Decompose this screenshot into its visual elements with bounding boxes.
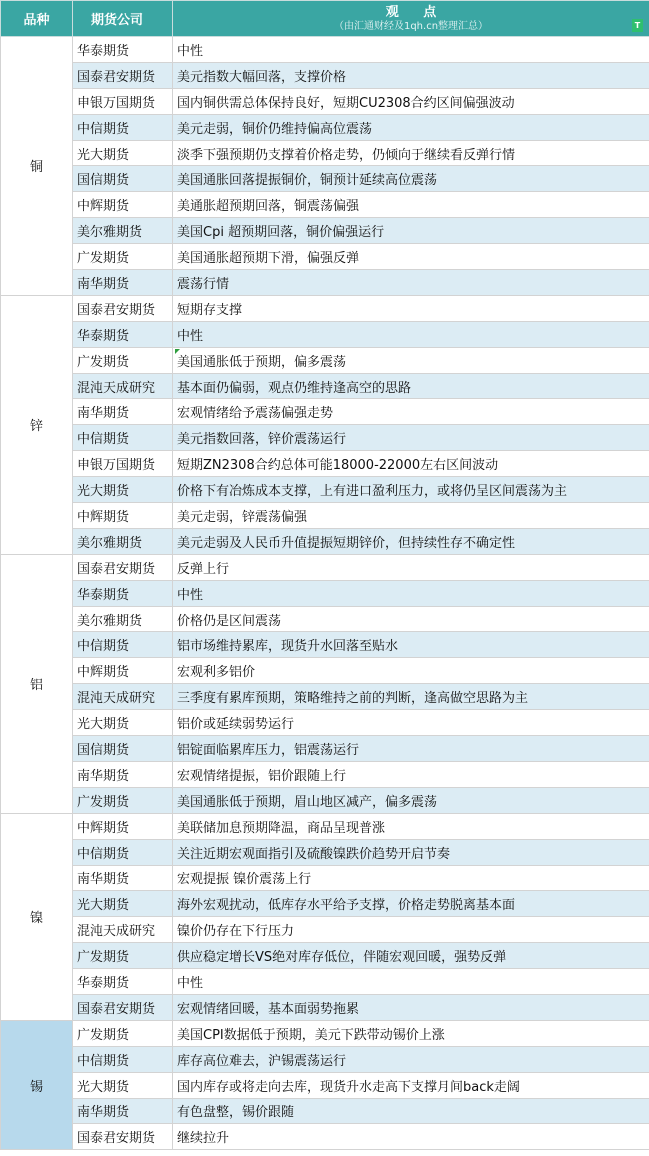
firm-cell: 南华期货 — [73, 270, 173, 296]
view-cell — [173, 166, 649, 192]
view-cell — [173, 1098, 649, 1124]
commodity-cell: 镍 — [1, 813, 73, 1020]
view-cell — [173, 813, 649, 839]
firm-cell: 中信期货 — [73, 839, 173, 865]
table-row — [1, 295, 649, 321]
firm-cell: 南华期货 — [73, 1098, 173, 1124]
firm-cell: 申银万国期货 — [73, 451, 173, 477]
view-text: 宏观利多铝价 — [177, 665, 256, 681]
firm-cell: 光大期货 — [73, 477, 173, 503]
view-text: 美国通胀回落提振铜价，铜预计延续高位震荡 — [177, 173, 438, 189]
firm-cell: 华泰期货 — [73, 321, 173, 347]
view-cell — [173, 477, 649, 503]
view-text: 震荡行情 — [177, 276, 230, 292]
view-cell — [173, 554, 649, 580]
firm-cell: 国信期货 — [73, 736, 173, 762]
table-row — [1, 1020, 649, 1046]
view-text: 中性 — [177, 328, 204, 344]
commodity-cell: 锡 — [1, 1020, 73, 1149]
header-view — [173, 1, 649, 37]
view-cell — [173, 580, 649, 606]
commodity-cell: 锌 — [1, 295, 73, 554]
table-row — [1, 658, 649, 684]
table-row — [1, 865, 649, 891]
firm-cell: 国泰君安期货 — [73, 994, 173, 1020]
table-row — [1, 1072, 649, 1098]
table-row — [1, 580, 649, 606]
view-text: 宏观情绪回暖，基本面弱势拖累 — [177, 1001, 360, 1017]
table-row — [1, 554, 649, 580]
view-text: 中性 — [177, 976, 204, 991]
firm-cell: 国泰君安期货 — [73, 554, 173, 580]
view-text: 铝价或延续弱势运行 — [177, 717, 295, 733]
table-row — [1, 192, 649, 218]
view-cell — [173, 787, 649, 813]
view-cell — [173, 451, 649, 477]
table-row — [1, 969, 649, 995]
view-cell — [173, 761, 649, 787]
view-text: 美通胀超预期回落，铜震荡偏强 — [177, 199, 360, 215]
view-cell — [173, 606, 649, 632]
table-row — [1, 399, 649, 425]
view-cell — [173, 710, 649, 736]
firm-cell: 中辉期货 — [73, 192, 173, 218]
view-text: 美元指数回落，锌价震荡运行 — [177, 432, 347, 448]
view-cell — [173, 192, 649, 218]
view-text: 美元走弱，锌震荡偏强 — [177, 509, 308, 525]
view-cell — [173, 37, 649, 63]
table-row — [1, 891, 649, 917]
view-text: 美元指数大幅回落，支撑价格 — [177, 69, 347, 85]
table-row — [1, 166, 649, 192]
firm-cell: 中信期货 — [73, 1046, 173, 1072]
view-text: 美元走弱，铜价仍维持偏高位震荡 — [177, 121, 373, 137]
table-row — [1, 270, 649, 296]
view-cell — [173, 270, 649, 296]
table-row — [1, 839, 649, 865]
commodity-cell: 铝 — [1, 554, 73, 813]
view-text: 中性 — [177, 43, 204, 59]
header-view-title: 观 点 — [385, 4, 447, 20]
firm-cell: 申银万国期货 — [73, 88, 173, 114]
table-row — [1, 321, 649, 347]
firm-cell: 国泰君安期货 — [73, 1124, 173, 1150]
firm-cell: 广发期货 — [73, 787, 173, 813]
table-body — [1, 37, 649, 1150]
cell-comment-icon — [175, 349, 180, 354]
view-text: 继续拉升 — [177, 1131, 230, 1147]
table-row — [1, 684, 649, 710]
table-row — [1, 244, 649, 270]
view-cell — [173, 1046, 649, 1072]
view-cell — [173, 503, 649, 529]
view-cell — [173, 891, 649, 917]
table-row — [1, 503, 649, 529]
view-cell — [173, 969, 649, 995]
view-text: 关注近期宏观面指引及硫酸镍跌价趋势开启节奏 — [177, 846, 451, 862]
view-text: 铝锭面临累库压力，铝震荡运行 — [177, 742, 360, 758]
view-text: 美国通胀低于预期，偏多震荡 — [177, 354, 347, 370]
view-text: 宏观情绪给予震荡偏强走势 — [177, 406, 334, 422]
header-view-subtitle: （由汇通财经及1qh.cn整理汇总） — [333, 20, 489, 32]
view-cell — [173, 62, 649, 88]
table-row — [1, 736, 649, 762]
view-text: 镍价仍存在下行压力 — [177, 924, 295, 940]
view-text: 美国通胀低于预期，眉山地区减产，偏多震荡 — [177, 794, 438, 810]
view-cell — [173, 218, 649, 244]
firm-cell: 广发期货 — [73, 244, 173, 270]
view-text: 库存高位难去，沪锡震荡运行 — [177, 1053, 347, 1069]
firm-cell: 南华期货 — [73, 399, 173, 425]
firm-cell: 广发期货 — [73, 347, 173, 373]
corner-mark-icon: T — [632, 19, 643, 32]
view-text: 美国通胀超预期下滑，偏强反弹 — [177, 251, 360, 267]
table-row — [1, 994, 649, 1020]
view-cell — [173, 917, 649, 943]
view-cell — [173, 994, 649, 1020]
table-row — [1, 632, 649, 658]
firm-cell: 中信期货 — [73, 632, 173, 658]
firm-cell: 混沌天成研究 — [73, 684, 173, 710]
firm-cell: 国信期货 — [73, 166, 173, 192]
view-cell — [173, 684, 649, 710]
view-text: 短期存支撑 — [177, 302, 243, 318]
view-cell — [173, 347, 649, 373]
commodity-cell: 铜 — [1, 37, 73, 296]
view-cell — [173, 399, 649, 425]
view-cell — [173, 1124, 649, 1150]
table-row — [1, 477, 649, 503]
view-cell — [173, 658, 649, 684]
view-text: 宏观情绪提振，铝价跟随上行 — [177, 768, 347, 784]
table-row — [1, 140, 649, 166]
view-cell — [173, 295, 649, 321]
view-cell — [173, 865, 649, 891]
table-row — [1, 347, 649, 373]
header-kind: 品种 — [1, 1, 73, 37]
table-row — [1, 425, 649, 451]
view-cell — [173, 839, 649, 865]
view-text: 反弹上行 — [177, 561, 230, 577]
firm-cell: 华泰期货 — [73, 37, 173, 63]
view-cell — [173, 321, 649, 347]
view-cell — [173, 528, 649, 554]
view-text: 三季度有累库预期，策略维持之前的判断，逢高做空思路为主 — [177, 691, 529, 707]
view-text: 美联储加息预期降温，商品呈现普涨 — [177, 820, 386, 836]
firm-cell: 混沌天成研究 — [73, 373, 173, 399]
table-row — [1, 787, 649, 813]
table-header — [1, 1, 649, 37]
view-cell — [173, 88, 649, 114]
view-cell — [173, 244, 649, 270]
table-row — [1, 62, 649, 88]
view-text: 国内铜供需总体保持良好，短期CU2308合约区间偏强波动 — [177, 95, 515, 111]
header-firm: 期货公司 — [73, 1, 173, 37]
table-row — [1, 1098, 649, 1124]
firm-cell: 中辉期货 — [73, 503, 173, 529]
view-text: 美国CPI数据低于预期，美元下跌带动锡价上涨 — [177, 1027, 445, 1043]
view-text: 铝市场维持累库，现货升水回落至贴水 — [177, 639, 399, 655]
view-text: 基本面仍偏弱，观点仍维持逢高空的思路 — [177, 380, 412, 396]
view-cell — [173, 373, 649, 399]
view-text: 美元走弱及人民币升值提振短期锌价，但持续性存不确定性 — [177, 535, 516, 551]
view-cell — [173, 943, 649, 969]
view-cell — [173, 425, 649, 451]
firm-cell: 广发期货 — [73, 943, 173, 969]
table-row — [1, 88, 649, 114]
view-text: 价格下有冶炼成本支撑，上有进口盈利压力，或将仍呈区间震荡为主 — [177, 484, 568, 500]
view-cell — [173, 1020, 649, 1046]
table-row — [1, 761, 649, 787]
firm-cell: 混沌天成研究 — [73, 917, 173, 943]
table-row — [1, 37, 649, 63]
firm-cell: 光大期货 — [73, 891, 173, 917]
table-row — [1, 373, 649, 399]
table-row — [1, 606, 649, 632]
view-text: 中性 — [177, 587, 204, 603]
view-text: 有色盘整，锡价跟随 — [177, 1105, 295, 1121]
firm-cell: 光大期货 — [73, 1072, 173, 1098]
view-cell — [173, 736, 649, 762]
view-cell — [173, 632, 649, 658]
firm-cell: 美尔雅期货 — [73, 218, 173, 244]
firm-cell: 美尔雅期货 — [73, 606, 173, 632]
view-text: 宏观提振 镍价震荡上行 — [177, 872, 312, 888]
table-row — [1, 528, 649, 554]
header-row — [1, 1, 649, 37]
firm-cell: 广发期货 — [73, 1020, 173, 1046]
firm-cell: 光大期货 — [73, 140, 173, 166]
firm-cell: 中信期货 — [73, 425, 173, 451]
table-row — [1, 218, 649, 244]
view-cell — [173, 1072, 649, 1098]
table-row — [1, 710, 649, 736]
firm-cell: 美尔雅期货 — [73, 528, 173, 554]
table-row — [1, 1124, 649, 1150]
table-row — [1, 114, 649, 140]
view-text: 美国Cpi 超预期回落，铜价偏强运行 — [177, 225, 385, 241]
view-text: 供应稳定增长VS绝对库存低位，伴随宏观回暖，强势反弹 — [177, 950, 507, 966]
table-row — [1, 917, 649, 943]
firm-cell: 南华期货 — [73, 761, 173, 787]
firm-cell: 国泰君安期货 — [73, 62, 173, 88]
view-text: 海外宏观扰动，低库存水平给予支撑，价格走势脱离基本面 — [177, 898, 516, 914]
view-cell — [173, 140, 649, 166]
firm-cell: 中辉期货 — [73, 658, 173, 684]
firm-cell: 华泰期货 — [73, 969, 173, 995]
table-row — [1, 943, 649, 969]
view-text: 价格仍是区间震荡 — [177, 613, 282, 629]
table-row — [1, 813, 649, 839]
firm-cell: 中辉期货 — [73, 813, 173, 839]
firm-cell: 南华期货 — [73, 865, 173, 891]
firm-cell: 光大期货 — [73, 710, 173, 736]
firm-cell: 国泰君安期货 — [73, 295, 173, 321]
firm-cell: 中信期货 — [73, 114, 173, 140]
view-text: 国内库存或将走向去库，现货升水走高下支撑月间back走阔 — [177, 1079, 520, 1095]
table-row — [1, 1046, 649, 1072]
view-text: 淡季下强预期仍支撑着价格走势，仍倾向于继续看反弹行情 — [177, 147, 516, 163]
view-text: 短期ZN2308合约总体可能18000-22000左右区间波动 — [177, 458, 499, 474]
table-row — [1, 451, 649, 477]
firm-cell: 华泰期货 — [73, 580, 173, 606]
view-cell — [173, 114, 649, 140]
